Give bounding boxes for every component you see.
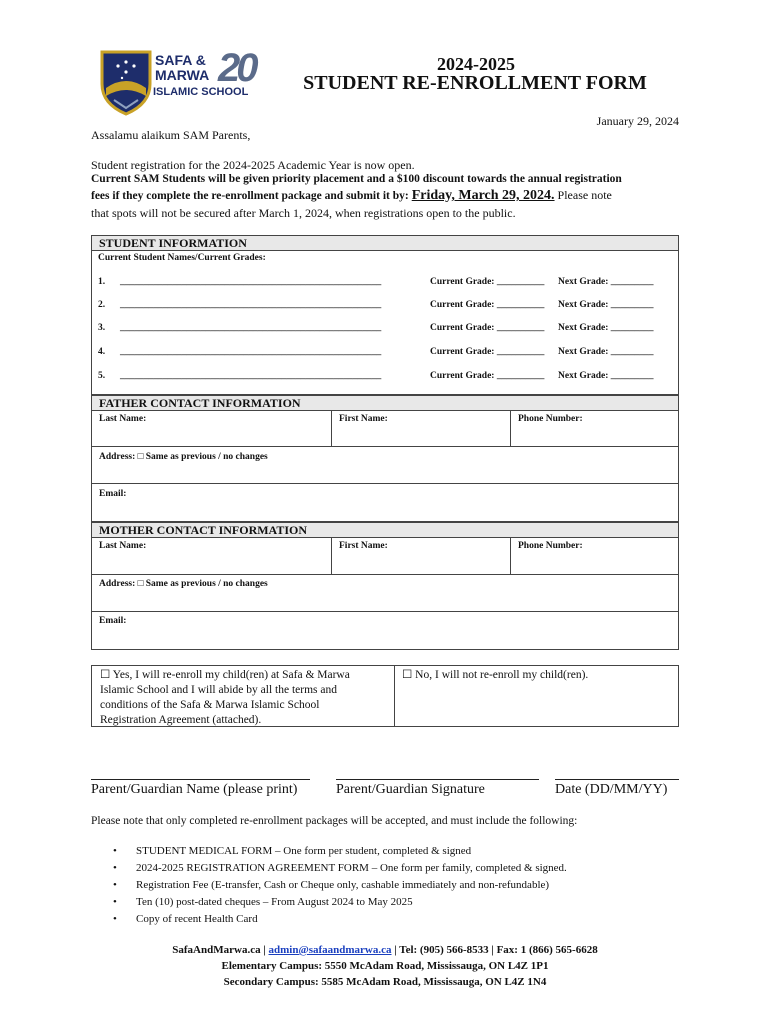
signature-line[interactable]: [336, 779, 539, 780]
name-print-label: Parent/Guardian Name (please print): [91, 782, 298, 797]
footer-email-link[interactable]: admin@safaandmarwa.ca: [268, 944, 392, 956]
deadline-date: Friday, March 29, 2024.: [411, 188, 555, 203]
form-year: 2024-2025: [437, 54, 515, 74]
mother-email-field[interactable]: Email:: [91, 611, 679, 650]
next-grade-field[interactable]: Next Grade: _________: [558, 277, 654, 287]
student-name-field[interactable]: _______________________________________________________: [120, 347, 382, 357]
father-first-name-field[interactable]: First Name:: [331, 410, 511, 447]
father-last-name-field[interactable]: Last Name:: [91, 410, 332, 447]
student-name-field[interactable]: _______________________________________________________: [120, 371, 382, 381]
next-grade-field[interactable]: Next Grade: _________: [558, 300, 654, 310]
student-name-field[interactable]: _______________________________________________________: [120, 277, 382, 287]
next-grade-field[interactable]: Next Grade: _________: [558, 371, 654, 381]
student-name-field[interactable]: _______________________________________________________: [120, 323, 382, 333]
father-address-field[interactable]: Address: □ Same as previous / no changes: [91, 446, 679, 484]
student-subheader: Current Student Names/Current Grades:: [98, 253, 266, 263]
father-phone-field[interactable]: Phone Number:: [510, 410, 679, 447]
current-grade-field[interactable]: Current Grade: __________: [430, 277, 545, 287]
requirement-item: • 2024-2025 REGISTRATION AGREEMENT FORM – One form per family, completed & signed.: [91, 860, 691, 877]
requirements-list: [91, 843, 691, 928]
intro-line-1: Student registration for the 2024-2025 Academic Year is now open.: [91, 158, 415, 172]
mother-phone-field[interactable]: Phone Number:: [510, 537, 679, 575]
intro-line-4: that spots will not be secured after March 1, 2024, when registrations open to the public.: [91, 206, 516, 220]
yes-option-line4: Registration Agreement (attached).: [100, 714, 262, 726]
no-reenroll-option[interactable]: [394, 665, 679, 727]
intro-deadline-lead: fees if they complete the re-enrollment package and submit it by:: [91, 190, 409, 202]
next-grade-field[interactable]: Next Grade: _________: [558, 323, 654, 333]
form-title: STUDENT RE-ENROLLMENT FORM: [303, 72, 647, 94]
footer-contact: [91, 944, 679, 956]
footer-site: SafaAndMarwa.ca |: [172, 944, 266, 956]
next-grade-field[interactable]: Next Grade: _________: [558, 347, 654, 357]
intro-tail: Please note: [557, 188, 612, 202]
father-info-header: FATHER CONTACT INFORMATION: [91, 395, 679, 411]
logo-text-line2: MARWA: [155, 67, 210, 83]
current-grade-field[interactable]: Current Grade: __________: [430, 347, 545, 357]
yes-option-line3: conditions of the Safa & Marwa Islamic School: [100, 699, 320, 711]
requirements-note: Please note that only completed re-enrollment packages will be accepted, and must include the following:: [91, 815, 578, 827]
logo-text-line3: ISLAMIC SCHOOL: [153, 86, 249, 98]
intro-line-3: [91, 188, 691, 204]
student-row-number: 3.: [98, 323, 106, 333]
yes-option-line1: ☐ Yes, I will re-enroll my child(ren) at Safa & Marwa: [100, 669, 350, 681]
greeting: Assalamu alaikum SAM Parents,: [91, 128, 251, 142]
father-email-field[interactable]: Email:: [91, 483, 679, 522]
anniversary-badge: 20: [218, 46, 255, 90]
student-row-number: 2.: [98, 300, 106, 310]
footer-phone-fax: | Tel: (905) 566-8533 | Fax: 1 (866) 565-6628: [394, 944, 598, 956]
requirement-item: • Registration Fee (E-transfer, Cash or Cheque only, cashable immediately and non-refundable): [91, 877, 691, 894]
logo-text-line1: SAFA &: [155, 52, 206, 68]
current-grade-field[interactable]: Current Grade: __________: [430, 300, 545, 310]
current-grade-field[interactable]: Current Grade: __________: [430, 371, 545, 381]
mother-address-field[interactable]: Address: □ Same as previous / no changes: [91, 574, 679, 612]
no-option-text: ☐ No, I will not re-enroll my child(ren).: [402, 669, 589, 681]
mother-first-name-field[interactable]: First Name:: [331, 537, 511, 575]
date-signature-line[interactable]: [555, 779, 679, 780]
footer-secondary-campus: Secondary Campus: 5585 McAdam Road, Mississauga, ON L4Z 1N4: [223, 976, 547, 988]
name-signature-line[interactable]: [91, 779, 310, 780]
mother-last-name-field[interactable]: Last Name:: [91, 537, 332, 575]
signature-label: Parent/Guardian Signature: [336, 782, 485, 797]
student-name-field[interactable]: _______________________________________________________: [120, 300, 382, 310]
student-row-number: 5.: [98, 371, 106, 381]
school-crest-icon: [96, 44, 156, 116]
requirement-item: • Ten (10) post-dated cheques – From August 2024 to May 2025: [91, 894, 691, 911]
intro-line-2: Current SAM Students will be given priority placement and a $100 discount towards the annual registration: [91, 173, 622, 185]
yes-reenroll-option[interactable]: [91, 665, 395, 727]
current-grade-field[interactable]: Current Grade: __________: [430, 323, 545, 333]
requirement-item: • STUDENT MEDICAL FORM – One form per student, completed & signed: [91, 843, 691, 860]
student-row-number: 1.: [98, 277, 106, 287]
footer-elementary-campus: Elementary Campus: 5550 McAdam Road, Mississauga, ON L4Z 1P1: [221, 960, 549, 972]
yes-option-line2: Islamic School and I will abide by all the terms and: [100, 684, 337, 696]
letter-date: January 29, 2024: [596, 114, 679, 128]
requirement-item: • Copy of recent Health Card: [91, 911, 691, 928]
student-info-header: STUDENT INFORMATION: [91, 235, 679, 251]
date-label: Date (DD/MM/YY): [555, 782, 668, 797]
student-row-number: 4.: [98, 347, 106, 357]
mother-info-header: MOTHER CONTACT INFORMATION: [91, 522, 679, 538]
